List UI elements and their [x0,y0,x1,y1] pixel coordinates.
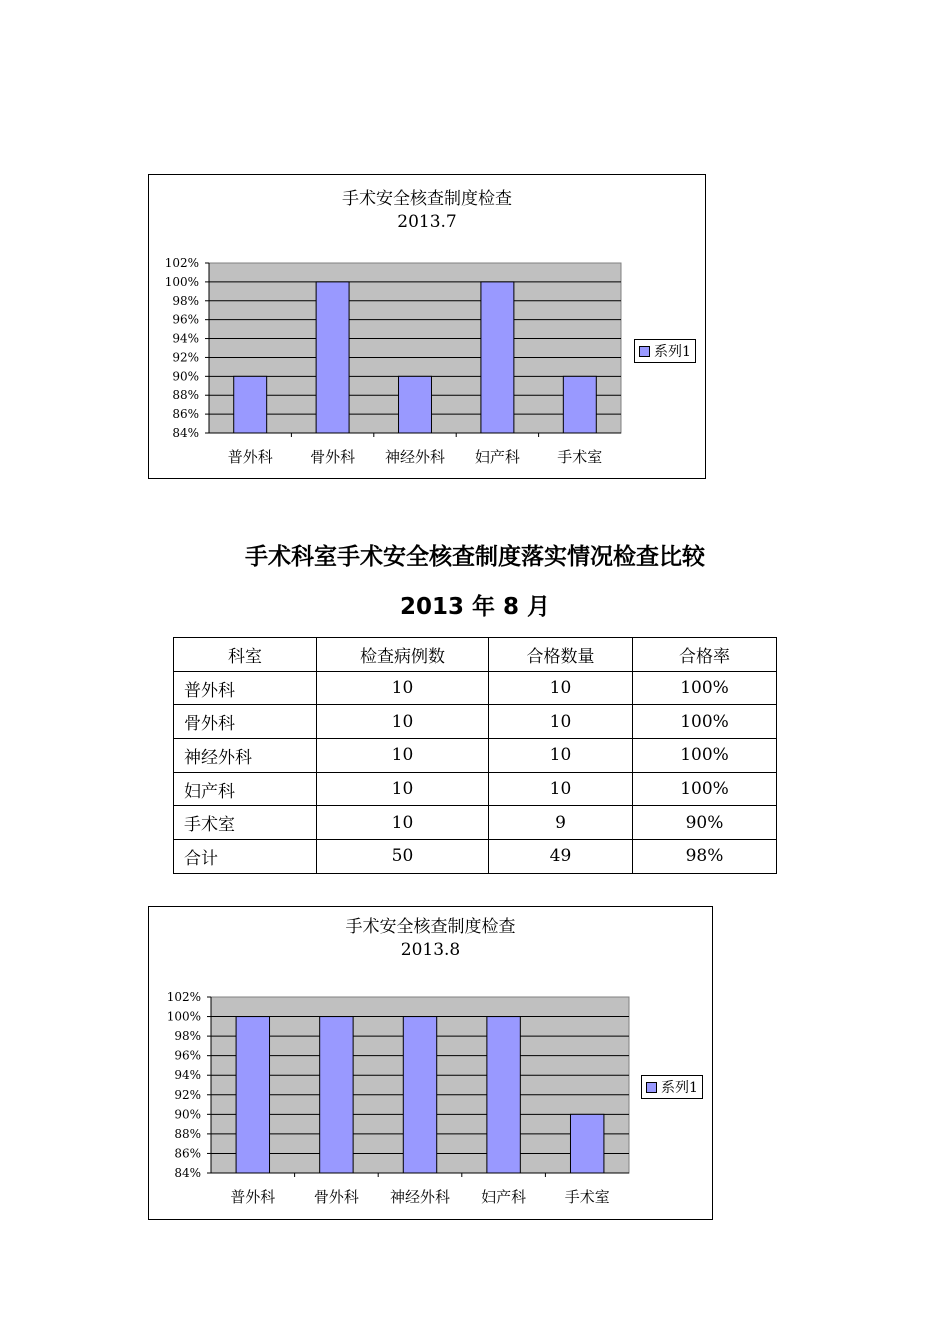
section-date: 2013 年 8 月 [399,594,551,620]
table-header-cell: 检查病例数 [317,638,489,672]
x-category-label: 骨外科 [313,1188,359,1206]
table-cell: 10 [489,739,633,773]
table-cell: 10 [317,705,489,739]
bar [570,1114,603,1173]
bar [487,1017,520,1173]
chart-plot [149,175,707,480]
bar [403,1017,436,1173]
table-cell: 100% [633,739,777,773]
table-cell: 100% [633,772,777,806]
table-cell: 100% [633,705,777,739]
table-row [174,671,777,705]
table-cell: 49 [489,840,633,874]
bar [563,376,596,433]
table-cell: 10 [317,739,489,773]
y-tick-label: 102% [166,990,201,1004]
table-cell: 手术室 [174,806,317,840]
x-category-label: 神经外科 [389,1188,451,1206]
y-tick-label: 86% [174,1146,201,1161]
y-tick-label: 100% [164,274,199,289]
y-tick-label: 98% [174,1029,201,1044]
y-tick-label: 100% [166,1009,201,1024]
x-category-label: 骨外科 [310,448,356,466]
chart-title-text: 手术安全核查制度检查 [342,189,512,209]
table-cell: 骨外科 [174,705,317,739]
table-cell: 10 [317,671,489,705]
table-cell: 10 [317,806,489,840]
y-tick-label: 88% [172,388,199,403]
chart-plot [149,907,714,1221]
y-tick-label: 84% [172,426,199,440]
x-category-label: 神经外科 [384,448,446,466]
y-tick-label: 102% [164,256,199,270]
bar [236,1017,269,1173]
y-tick-label: 96% [172,312,199,327]
y-tick-label: 94% [174,1068,201,1083]
table-cell: 妇产科 [174,772,317,806]
table-cell: 10 [489,671,633,705]
y-tick-label: 86% [172,407,199,422]
x-category-label: 妇产科 [474,448,520,466]
y-tick-label: 98% [172,293,199,308]
chart-title-text: 手术安全核查制度检查 [345,917,516,937]
bar [399,376,432,433]
table-row [174,772,777,806]
x-category-label: 普外科 [227,448,273,466]
y-tick-label: 90% [172,369,199,384]
chart-august [148,906,713,1220]
table-cell: 10 [317,772,489,806]
y-tick-label: 96% [174,1048,201,1063]
legend-swatch [646,1082,657,1093]
bar [320,1017,353,1173]
table-cell: 9 [489,806,633,840]
x-category-label: 普外科 [230,1188,276,1206]
inspection-table [173,637,777,874]
y-tick-label: 94% [172,331,199,346]
chart-legend [634,339,696,363]
chart-legend [641,1075,703,1099]
table-header-cell: 合格数量 [489,638,633,672]
table-header-cell: 合格率 [633,638,777,672]
table-header-cell: 科室 [174,638,317,672]
y-tick-label: 92% [174,1087,201,1102]
x-category-label: 手术室 [557,448,603,466]
legend-swatch [639,346,650,357]
x-category-label: 妇产科 [481,1188,527,1206]
table-row [174,705,777,739]
table-body [174,671,777,873]
section-title: 手术科室手术安全核查制度落实情况检查比较 [245,544,705,570]
chart-subtitle: 2013.7 [397,212,457,232]
legend-label: 系列1 [654,344,691,360]
y-tick-label: 92% [172,350,199,365]
y-tick-label: 84% [174,1166,201,1180]
table-header-row [174,638,777,672]
bar [234,376,267,433]
table-cell: 50 [317,840,489,874]
table-row [174,806,777,840]
y-tick-label: 88% [174,1126,201,1141]
bar [316,282,349,433]
legend-label: 系列1 [661,1080,698,1096]
x-category-label: 手术室 [564,1188,610,1206]
table-cell: 10 [489,705,633,739]
bar [481,282,514,433]
chart-july [148,174,706,479]
table-cell: 神经外科 [174,739,317,773]
table-row [174,840,777,874]
table-row [174,739,777,773]
y-tick-label: 90% [174,1107,201,1122]
table-cell: 普外科 [174,671,317,705]
table-cell: 10 [489,772,633,806]
table-cell: 90% [633,806,777,840]
chart-subtitle: 2013.8 [400,940,461,960]
table-cell: 100% [633,671,777,705]
table-cell: 合计 [174,840,317,874]
table-cell: 98% [633,840,777,874]
